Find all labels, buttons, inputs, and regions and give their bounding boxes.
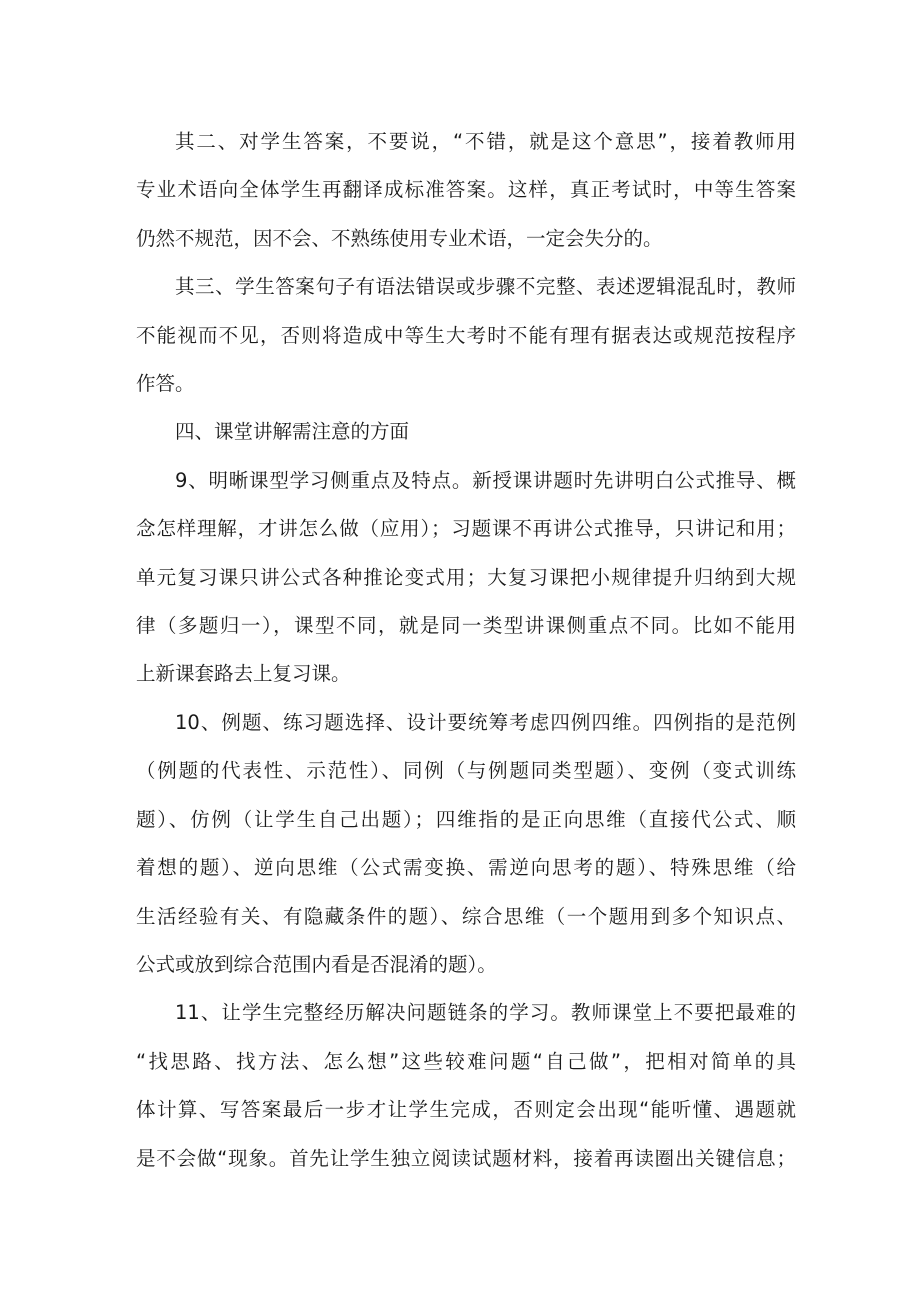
text-line: 着想的题）、逆向思维（公式需变换、需逆向思考的题）、特殊思维（给 (136, 856, 796, 880)
text-line: 10、例题、练习题选择、设计要统筹考虑四例四维。四例指的是范例 (175, 710, 796, 734)
paragraph-item-10 (136, 699, 796, 989)
paragraph-point-three (136, 263, 796, 408)
text-line: 公式或放到综合范围内看是否混淆的题）。 (136, 952, 497, 976)
text-line: 是不会做“现象。首先让学生独立阅读试题材料，接着再读圈出关键信息； (136, 1146, 796, 1170)
text-line: 仍然不规范，因不会、不熟练使用专业术语，一定会失分的。 (136, 226, 663, 250)
text-line: 其三、学生答案句子有语法错误或步骤不完整、表述逻辑混乱时，教师 (175, 275, 796, 299)
text-line: （例题的代表性、示范性）、同例（与例题同类型题）、变例（变式训练 (136, 759, 796, 783)
text-line: 其二、对学生答案，不要说，“不错，就是这个意思”，接着教师用 (175, 130, 796, 153)
text-line: 专业术语向全体学生再翻译成标准答案。这样，真正考试时，中等生答案 (136, 178, 796, 202)
heading-text: 四、课堂讲解需注意的方面 (175, 420, 410, 444)
text-line: 上新课套路去上复习课。 (136, 662, 351, 686)
text-line: 不能视而不见，否则将造成中等生大考时不能有理有据表达或规范按程序 (136, 323, 796, 347)
paragraph-item-9 (136, 457, 796, 699)
section-heading-four (136, 408, 796, 456)
text-line: 律（多题归一），课型不同，就是同一类型讲课侧重点不同。比如不能用 (136, 614, 796, 638)
document-body (136, 118, 796, 1183)
text-line: 单元复习课只讲公式各种推论变式用；大复习课把小规律提升归纳到大规 (136, 565, 796, 589)
text-line: 念怎样理解，才讲怎么做（应用）；习题课不再讲公式推导，只讲记和用； (136, 517, 796, 541)
text-line: 生活经验有关、有隐藏条件的题）、综合思维（一个题用到多个知识点、 (136, 904, 796, 928)
text-line: “找思路、找方法、怎么想”这些较难问题“自己做”，把相对简单的具 (136, 1049, 796, 1073)
paragraph-point-two (136, 118, 796, 263)
text-line: 体计算、写答案最后一步才让学生完成，否则定会出现“能听懂、遇题就 (136, 1098, 796, 1122)
text-line: 9、明晰课型学习侧重点及特点。新授课讲题时先讲明白公式推导、概 (175, 468, 796, 492)
text-line: 作答。 (136, 372, 195, 396)
text-line: 11、让学生完整经历解决问题链条的学习。教师课堂上不要把最难的 (175, 1001, 796, 1025)
text-line: 题）、仿例（让学生自己出题）；四维指的是正向思维（直接代公式、顺 (136, 807, 796, 831)
paragraph-item-11 (136, 989, 796, 1183)
